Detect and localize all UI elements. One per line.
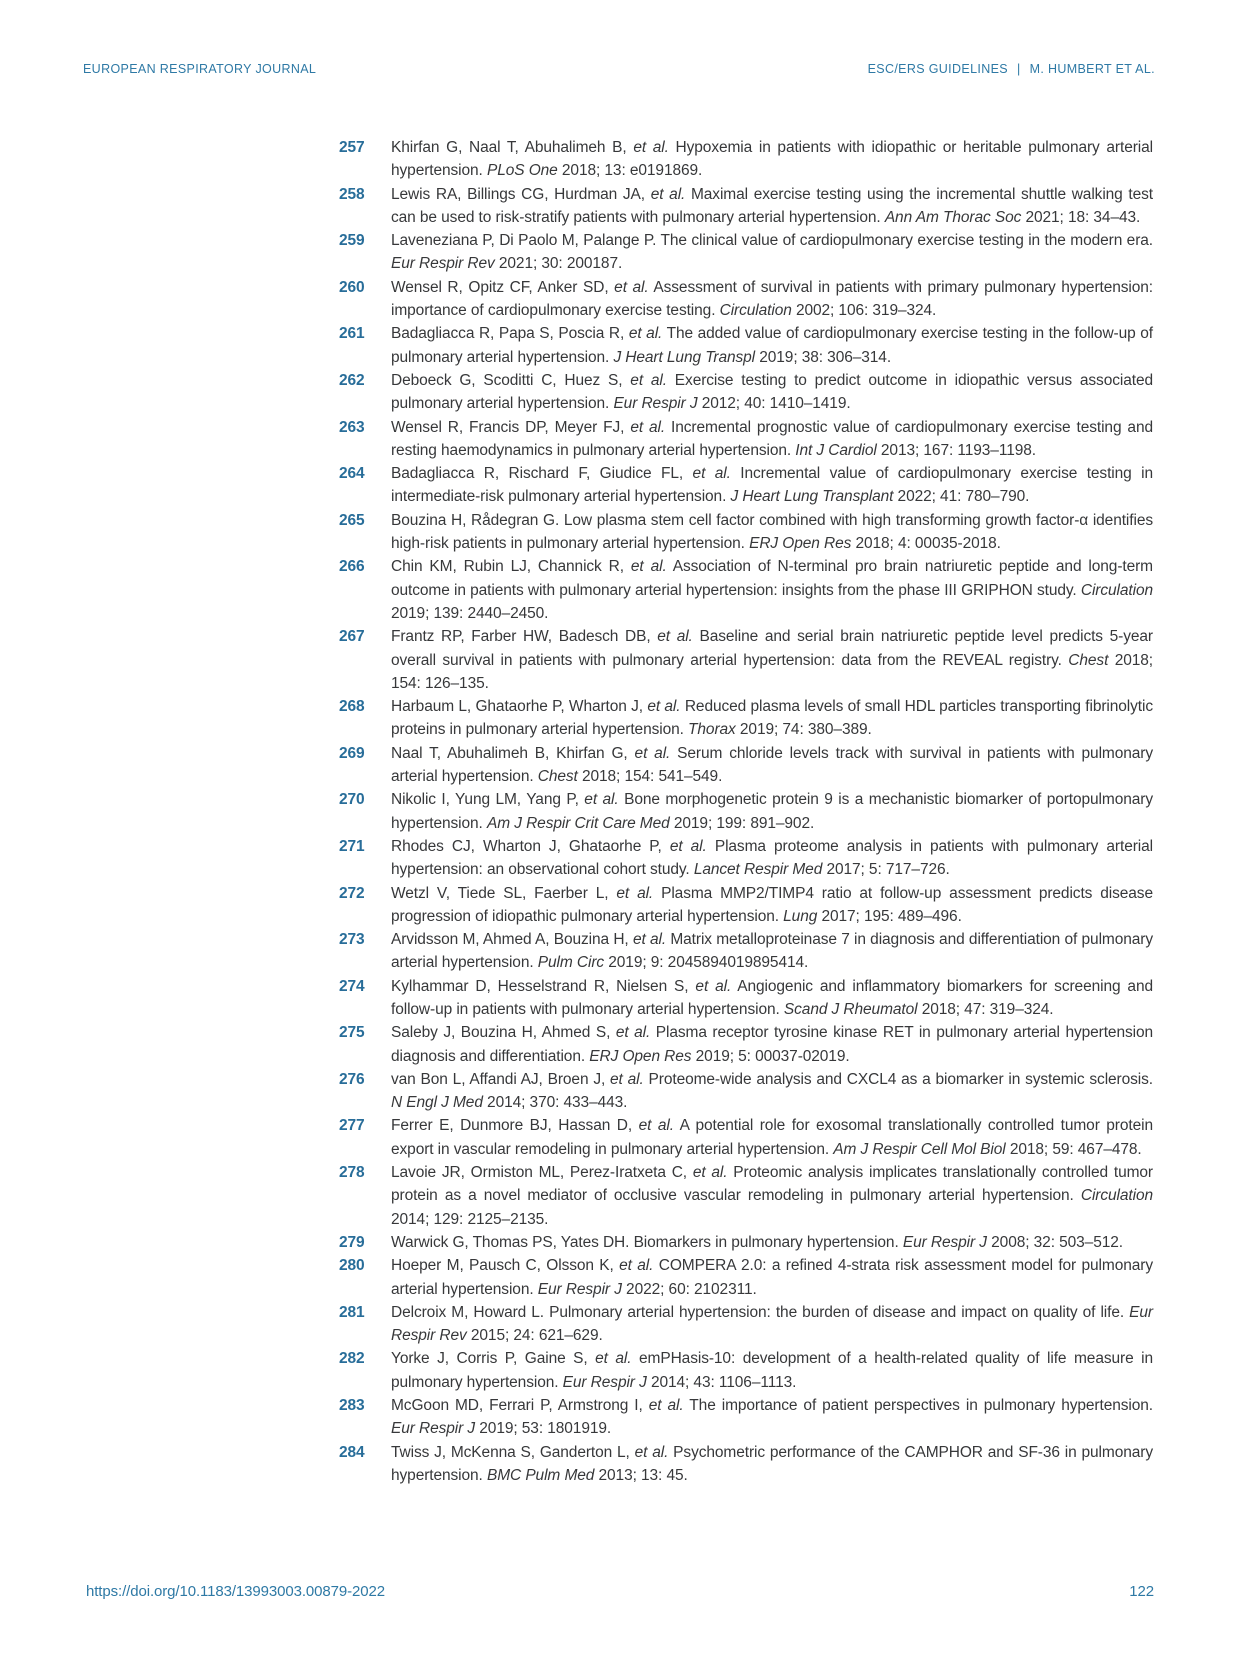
reference-number: 260 xyxy=(339,278,365,296)
authors-label: M. HUMBERT ET AL. xyxy=(1029,62,1155,76)
reference-item xyxy=(339,1231,1153,1254)
reference-text: Khirfan G, Naal T, Abuhalimeh B, et al. Hypoxemia in patients with idiopathic or heritable pulmonary arterial hypertension. PLoS One 2018; 13: e0191869. xyxy=(391,139,1153,180)
reference-text: Nikolic I, Yung LM, Yang P, et al. Bone morphogenetic protein 9 is a mechanistic biomarker of portopulmonary hypertension. Am J Respir Crit Care Med 2019; 199: 891–902. xyxy=(391,791,1153,832)
journal-name: EUROPEAN RESPIRATORY JOURNAL xyxy=(83,62,317,76)
reference-text: Delcroix M, Howard L. Pulmonary arterial hypertension: the burden of disease and impact on quality of life. Eur Respir Rev 2015; 24: 621–629. xyxy=(391,1303,1153,1345)
reference-text: Frantz RP, Farber HW, Badesch DB, et al. Baseline and serial brain natriuretic peptide level predicts 5-year overall survival in patients with pulmonary arterial hypertension: data from the REVEAL registry. Chest 2018; 154: 126–135. xyxy=(391,628,1153,692)
reference-number: 258 xyxy=(339,185,365,203)
reference-item xyxy=(339,835,1153,882)
reference-number: 274 xyxy=(339,977,365,995)
reference-number: 284 xyxy=(339,1443,365,1461)
reference-item xyxy=(339,136,1153,183)
reference-text: Ferrer E, Dunmore BJ, Hassan D, et al. A potential role for exosomal translationally controlled tumor protein export in vascular remodeling in pulmonary arterial hypertension. Am J Respir Cell Mol Biol 2018; 59: 467–478. xyxy=(391,1117,1153,1158)
reference-number: 279 xyxy=(339,1233,365,1251)
reference-number: 272 xyxy=(339,884,365,902)
reference-number: 269 xyxy=(339,744,365,762)
page-header xyxy=(83,62,1155,76)
reference-number: 257 xyxy=(339,139,365,156)
reference-number: 273 xyxy=(339,931,365,949)
reference-number: 259 xyxy=(339,232,365,250)
reference-item xyxy=(339,975,1153,1022)
reference-item xyxy=(339,183,1153,230)
reference-item xyxy=(339,1394,1153,1441)
reference-item xyxy=(339,555,1153,625)
reference-item xyxy=(339,625,1153,695)
reference-item xyxy=(339,788,1153,835)
reference-number: 265 xyxy=(339,511,365,529)
reference-item xyxy=(339,276,1153,323)
reference-text: Badagliacca R, Rischard F, Giudice FL, et al. Incremental value of cardiopulmonary exercise testing in intermediate-risk pulmonary arterial hypertension. J Heart Lung Transplant 2022; 41: 780–790. xyxy=(391,465,1153,506)
reference-text: Naal T, Abuhalimeh B, Khirfan G, et al. Serum chloride levels track with survival in patients with pulmonary arterial hypertension. Chest 2018; 154: 541–549. xyxy=(391,744,1153,786)
reference-text: Yorke J, Corris P, Gaine S, et al. emPHasis-10: development of a health-related quality of life measure in pulmonary hypertension. Eur Respir J 2014; 43: 1106–1113. xyxy=(391,1350,1153,1391)
reference-text: Saleby J, Bouzina H, Ahmed S, et al. Plasma receptor tyrosine kinase RET in pulmonary arterial hypertension diagnosis and differentiation. ERJ Open Res 2019; 5: 00037-02019. xyxy=(391,1024,1153,1065)
reference-item xyxy=(339,742,1153,789)
reference-number: 276 xyxy=(339,1070,365,1088)
reference-item xyxy=(339,882,1153,929)
reference-text: Arvidsson M, Ahmed A, Bouzina H, et al. Matrix metalloproteinase 7 in diagnosis and differentiation of pulmonary arterial hypertension. Pulm Circ 2019; 9: 2045894019895414. xyxy=(391,931,1153,972)
reference-item xyxy=(339,695,1153,742)
reference-text: Lewis RA, Billings CG, Hurdman JA, et al. Maximal exercise testing using the incremental shuttle walking test can be used to risk-stratify patients with pulmonary arterial hypertension. Ann Am Thorac Soc 2021; 18: 34–43. xyxy=(391,185,1154,226)
reference-number: 261 xyxy=(339,325,365,343)
reference-text: van Bon L, Affandi AJ, Broen J, et al. Proteome-wide analysis and CXCL4 as a biomarker in systemic sclerosis. N Engl J Med 2014; 370: 433–443. xyxy=(391,1070,1153,1112)
reference-text: Wetzl V, Tiede SL, Faerber L, et al. Plasma MMP2/TIMP4 ratio at follow-up assessment predicts disease progression of idiopathic pulmonary arterial hypertension. Lung 2017; 195: 489–496. xyxy=(391,884,1153,925)
reference-item xyxy=(339,1161,1153,1231)
reference-number: 283 xyxy=(339,1397,365,1415)
reference-item xyxy=(339,1068,1153,1115)
header-right xyxy=(868,62,1155,76)
reference-number: 262 xyxy=(339,371,365,389)
reference-number: 282 xyxy=(339,1350,365,1368)
reference-text: Laveneziana P, Di Paolo M, Palange P. The clinical value of cardiopulmonary exercise testing in the modern era. Eur Respir Rev 2021; 30: 200187. xyxy=(391,232,1153,273)
reference-number: 263 xyxy=(339,418,365,436)
reference-number: 264 xyxy=(339,465,365,483)
doi-link[interactable]: https://doi.org/10.1183/13993003.00879-2022 xyxy=(86,1583,386,1600)
reference-item xyxy=(339,509,1153,556)
reference-item xyxy=(339,1254,1153,1301)
reference-text: Twiss J, McKenna S, Ganderton L, et al. Psychometric performance of the CAMPHOR and SF-36 in pulmonary hypertension. BMC Pulm Med 2013; 13: 45. xyxy=(391,1443,1153,1484)
reference-text: Warwick G, Thomas PS, Yates DH. Biomarkers in pulmonary hypertension. Eur Respir J 2008; 32: 503–512. xyxy=(391,1233,1123,1251)
reference-item xyxy=(339,1441,1153,1488)
reference-item xyxy=(339,928,1153,975)
reference-number: 266 xyxy=(339,558,365,576)
reference-text: Kylhammar D, Hesselstrand R, Nielsen S, et al. Angiogenic and inflammatory biomarkers for screening and follow-up in patients with pulmonary arterial hypertension. Scand J Rheumatol 2018; 47: 319–324. xyxy=(391,977,1153,1018)
reference-list xyxy=(339,136,1153,1487)
reference-text: Wensel R, Francis DP, Meyer FJ, et al. Incremental prognostic value of cardiopulmonary exercise testing and resting haemodynamics in pulmonary arterial hypertension. Int J Cardiol 2013; 167: 1193–1198. xyxy=(391,418,1153,459)
reference-text: Hoeper M, Pausch C, Olsson K, et al. COMPERA 2.0: a refined 4-strata risk assessment model for pulmonary arterial hypertension. Eur Respir J 2022; 60: 2102311. xyxy=(391,1257,1153,1298)
reference-text: Wensel R, Opitz CF, Anker SD, et al. Assessment of survival in patients with primary pulmonary hypertension: importance of cardiopulmonary exercise testing. Circulation 2002; 106: 319–324. xyxy=(391,278,1153,320)
reference-item xyxy=(339,1347,1153,1394)
header-divider: | xyxy=(1016,62,1021,76)
reference-item xyxy=(339,1114,1153,1161)
page-footer xyxy=(86,1583,1154,1600)
reference-item xyxy=(339,462,1153,509)
reference-text: Badagliacca R, Papa S, Poscia R, et al. The added value of cardiopulmonary exercise testing in the follow-up of pulmonary arterial hypertension. J Heart Lung Transpl 2019; 38: 306–314. xyxy=(391,325,1153,366)
guidelines-section-label: ESC/ERS GUIDELINES xyxy=(867,62,1008,76)
reference-text: Rhodes CJ, Wharton J, Ghataorhe P, et al. Plasma proteome analysis in patients with pulmonary arterial hypertension: an observational cohort study. Lancet Respir Med 2017; 5: 717–726. xyxy=(391,837,1153,879)
reference-item xyxy=(339,229,1153,276)
reference-number: 281 xyxy=(339,1303,365,1321)
reference-number: 270 xyxy=(339,791,365,809)
reference-number: 268 xyxy=(339,698,365,716)
reference-item xyxy=(339,1301,1153,1348)
reference-text: Deboeck G, Scoditti C, Huez S, et al. Exercise testing to predict outcome in idiopathic versus associated pulmonary arterial hypertension. Eur Respir J 2012; 40: 1410–1419. xyxy=(391,371,1153,413)
reference-number: 271 xyxy=(339,837,365,855)
reference-item xyxy=(339,1021,1153,1068)
reference-item xyxy=(339,322,1153,369)
reference-text: Harbaum L, Ghataorhe P, Wharton J, et al. Reduced plasma levels of small HDL particles transporting fibrinolytic proteins in pulmonary arterial hypertension. Thorax 2019; 74: 380–389. xyxy=(391,698,1153,739)
reference-number: 275 xyxy=(339,1024,365,1042)
reference-text: Bouzina H, Rådegran G. Low plasma stem cell factor combined with high transforming growth factor-α identifies high-risk patients in pulmonary arterial hypertension. ERJ Open Res 2018; 4: 00035-2018. xyxy=(391,511,1153,553)
reference-number: 277 xyxy=(339,1117,365,1135)
reference-number: 267 xyxy=(339,628,365,646)
reference-number: 278 xyxy=(339,1164,365,1182)
reference-text: Lavoie JR, Ormiston ML, Perez-Iratxeta C, et al. Proteomic analysis implicates translationally controlled tumor protein as a novel mediator of occlusive vascular remodeling in pulmonary arterial hypertension. Circulation 2014; 129: 2125–2135. xyxy=(391,1164,1153,1228)
reference-number: 280 xyxy=(339,1257,365,1275)
reference-text: McGoon MD, Ferrari P, Armstrong I, et al. The importance of patient perspectives in pulmonary hypertension. Eur Respir J 2019; 53: 1801919. xyxy=(391,1397,1153,1438)
page-number: 122 xyxy=(1129,1583,1154,1600)
reference-text: Chin KM, Rubin LJ, Channick R, et al. Association of N-terminal pro brain natriuretic peptide and long-term outcome in patients with pulmonary arterial hypertension: insights from the phase III GRIPHON study. Circulation 2019; 139: 2440–2450. xyxy=(391,558,1153,622)
reference-item xyxy=(339,369,1153,416)
reference-item xyxy=(339,416,1153,463)
